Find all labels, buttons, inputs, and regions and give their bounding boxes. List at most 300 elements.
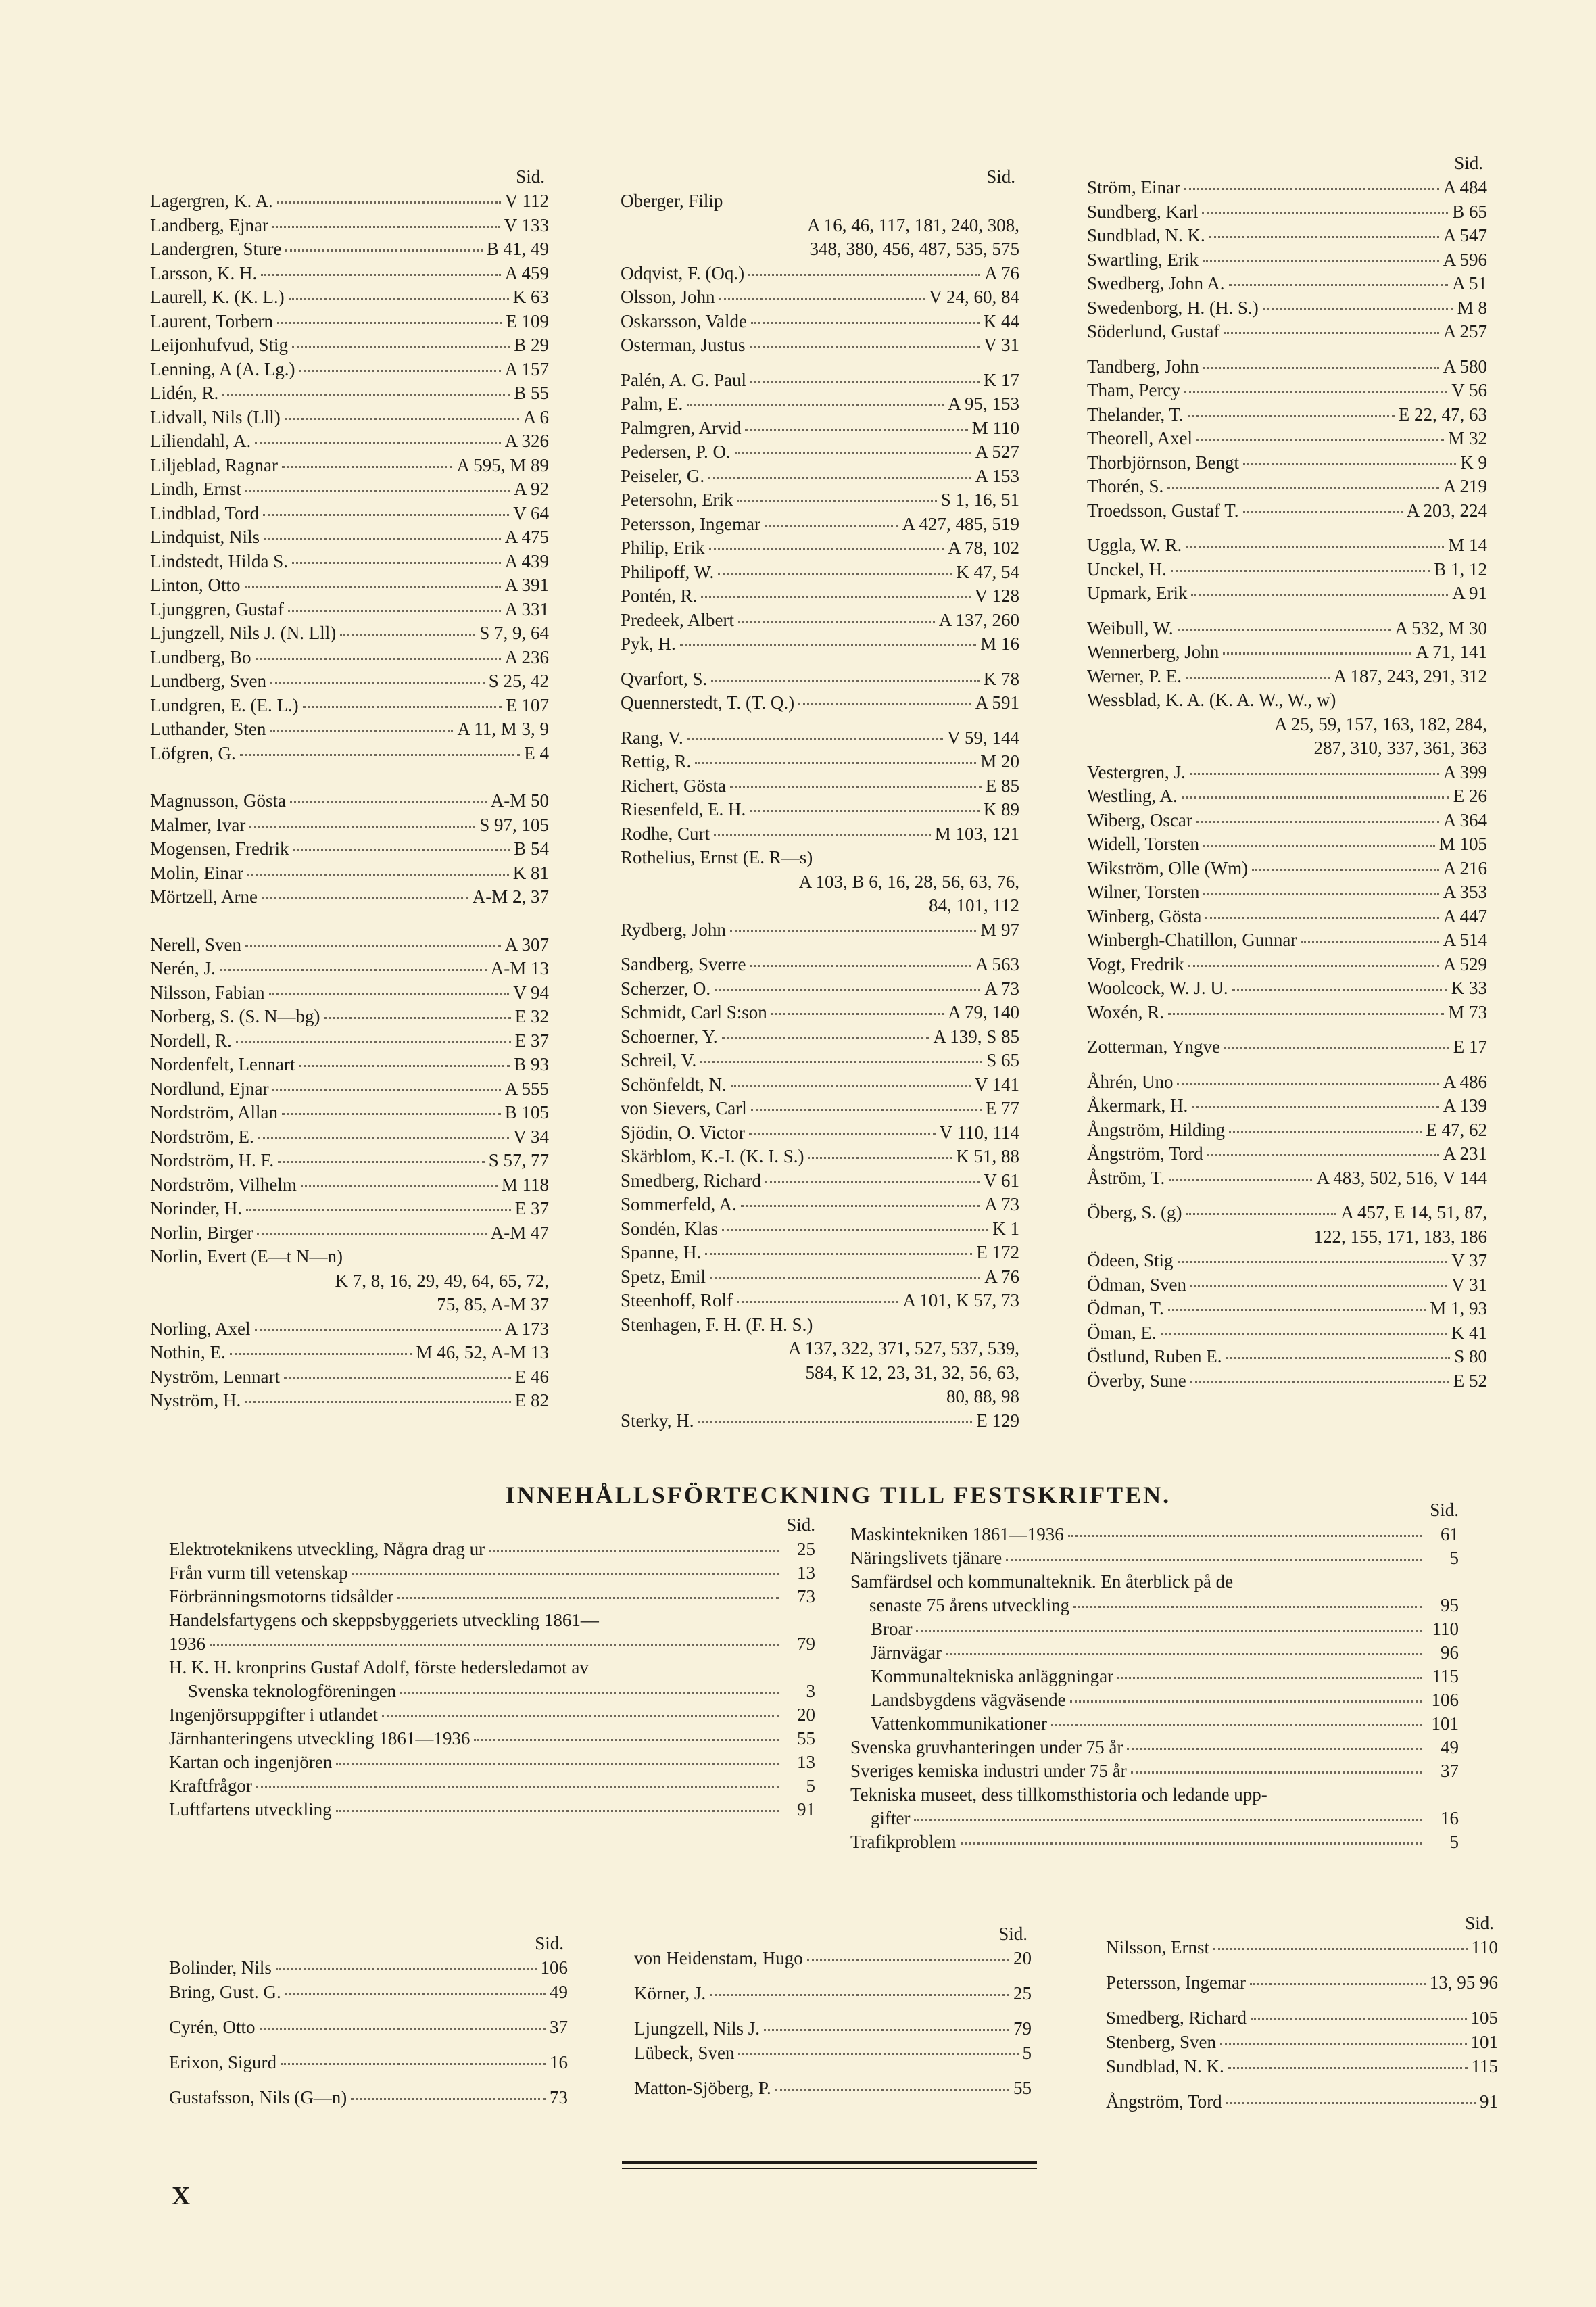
entry-continuation: 348, 380, 456, 487, 535, 575	[809, 239, 1019, 259]
entry-name: Thorbjörnson, Bengt	[1087, 452, 1239, 473]
entry-name: Odqvist, F. (Oq.)	[621, 262, 745, 283]
index-entry	[621, 1289, 1019, 1313]
entry-name: Palmgren, Arvid	[621, 417, 742, 438]
leader-dots	[718, 573, 952, 575]
leader-dots	[277, 201, 501, 204]
entry-name: Nilsson, Fabian	[150, 982, 265, 1003]
index-entry	[1087, 832, 1487, 857]
entry-page-ref: 73	[797, 1586, 815, 1607]
leader-dots	[1226, 1357, 1451, 1359]
entry-name: Rodhe, Curt	[621, 823, 710, 844]
entry-page-ref: 105	[1470, 2007, 1498, 2028]
entry-name: Svenska gruvhanteringen under 75 år	[850, 1737, 1123, 1757]
index-entry	[1087, 976, 1487, 1001]
leader-dots	[1191, 594, 1448, 596]
leader-dots	[730, 786, 982, 788]
entry-name: Bolinder, Nils	[169, 1957, 272, 1978]
leader-dots	[1209, 236, 1439, 238]
entry-continuation: 80, 88, 98	[946, 1386, 1019, 1406]
index-entry	[621, 609, 1019, 633]
leader-dots	[695, 762, 976, 764]
leader-dots	[263, 514, 509, 516]
index-entry	[621, 1001, 1019, 1025]
entry-name: Sommerfeld, A.	[621, 1194, 737, 1214]
entry-page-ref: K 33	[1451, 978, 1487, 998]
entry-page-ref: 110	[1432, 1619, 1459, 1639]
index-entry	[621, 536, 1019, 561]
index-entry	[150, 550, 549, 574]
index-entry	[150, 957, 549, 981]
leader-dots	[715, 989, 980, 991]
section-gap	[1087, 344, 1487, 355]
section-gap	[150, 909, 549, 933]
index-entry	[150, 1149, 549, 1173]
entry-name: Quennerstedt, T. (T. Q.)	[621, 692, 795, 713]
entry-page-ref: A 529	[1443, 953, 1487, 974]
index-entry	[150, 189, 549, 214]
index-entry	[150, 477, 549, 502]
index-entry	[1087, 617, 1487, 641]
section-gap	[634, 1970, 1032, 1981]
leader-dots	[1178, 629, 1391, 631]
entry-name: Rothelius, Ernst (E. R—s)	[621, 847, 813, 867]
section-gap	[1087, 606, 1487, 617]
entry-page-ref: A 92	[514, 479, 549, 499]
entry-name: Luthander, Sten	[150, 719, 266, 739]
index-entry	[169, 2050, 568, 2074]
entry-page-ref: A 364	[1443, 809, 1487, 830]
entry-name: Theorell, Axel	[1087, 428, 1192, 448]
entry-page-ref: 106	[540, 1957, 568, 1978]
entry-name: Landsbygdens vägväsende	[871, 1690, 1066, 1710]
toc-entry	[169, 1727, 815, 1751]
entry-name: Nerén, J.	[150, 958, 216, 978]
leader-dots	[687, 738, 943, 740]
entry-page-ref: 20	[797, 1705, 815, 1725]
entry-name: Zotterman, Yngve	[1087, 1037, 1220, 1057]
entry-name: Steenhoff, Rolf	[621, 1290, 733, 1310]
entry-name: Pontén, R.	[621, 586, 698, 606]
entry-page-ref: M 20	[980, 751, 1019, 771]
leader-dots	[1203, 893, 1438, 895]
index-entry	[150, 837, 549, 861]
leader-dots	[284, 1377, 511, 1379]
leader-dots	[1168, 1309, 1426, 1311]
entry-name: Unckel, H.	[1087, 558, 1167, 579]
leader-dots	[687, 404, 944, 406]
index-entry	[150, 981, 549, 1005]
index-entry	[1106, 2054, 1498, 2078]
entry-page-ref: 101	[1431, 1713, 1459, 1734]
index-entry	[150, 1029, 549, 1053]
leader-dots	[765, 1181, 980, 1183]
entry-name: Nordström, Allan	[150, 1102, 278, 1122]
entry-page-ref: K 78	[983, 668, 1019, 689]
index-entry	[1087, 1321, 1487, 1346]
sid-header: Sid.	[786, 1515, 815, 1535]
leader-dots	[737, 1301, 899, 1303]
index-entry	[150, 1053, 549, 1077]
sid-header: Sid.	[998, 1924, 1027, 1944]
leader-dots	[336, 1763, 779, 1765]
index-entry	[1087, 1369, 1487, 1394]
leader-dots	[750, 965, 971, 967]
leader-dots	[245, 945, 501, 947]
index-entry	[150, 1077, 549, 1101]
leader-dots	[256, 1786, 779, 1788]
leader-dots	[1243, 463, 1456, 465]
index-entry	[1087, 761, 1487, 785]
entry-name: Woolcock, W. J. U.	[1087, 978, 1228, 998]
index-entry	[150, 1125, 549, 1149]
entry-page-ref: V 61	[984, 1170, 1019, 1191]
entry-name: Tham, Percy	[1087, 380, 1180, 400]
index-entry	[621, 310, 1019, 334]
entry-page-ref: A-M 13	[490, 958, 549, 978]
leader-dots	[272, 226, 500, 228]
entry-name: Oberger, Filip	[621, 191, 723, 211]
entry-page-ref: 49	[550, 1982, 568, 2002]
leader-dots	[749, 1133, 936, 1135]
index-entry	[621, 1073, 1019, 1097]
entry-page-ref: A-M 50	[490, 790, 549, 811]
entry-page-ref: V 56	[1451, 380, 1487, 400]
index-entry	[1087, 1001, 1487, 1025]
entry-page-ref: 61	[1441, 1524, 1459, 1544]
entry-page-ref: A-M 47	[490, 1222, 549, 1243]
entry-name: Näringslivets tjänare	[850, 1548, 1002, 1568]
entry-name: Bring, Gust. G.	[169, 1982, 281, 2002]
entry-name: Sandberg, Sverre	[621, 954, 746, 974]
entry-page-ref: K 47, 54	[956, 561, 1019, 582]
leader-dots	[1161, 1333, 1447, 1335]
index-entry	[621, 417, 1019, 441]
index-entry	[1087, 1070, 1487, 1095]
entry-name: Kartan och ingenjören	[169, 1752, 333, 1772]
entry-page-ref: B 29	[514, 335, 549, 355]
leader-dots	[269, 993, 510, 995]
section-gap	[634, 2005, 1032, 2016]
entry-name: Magnusson, Gösta	[150, 790, 286, 811]
leader-dots	[1196, 439, 1444, 441]
entry-name: Westling, A.	[1087, 786, 1178, 806]
index-entry	[621, 392, 1019, 417]
entry-name: Vestergren, J.	[1087, 761, 1186, 782]
index-entry	[150, 885, 549, 909]
index-entry	[150, 646, 549, 670]
index-entry	[621, 189, 1019, 214]
index-entry	[150, 1365, 549, 1389]
toc-entry	[169, 1798, 815, 1822]
index-entry	[150, 285, 549, 310]
index-entry	[1087, 1249, 1487, 1273]
entry-name: Scherzer, O.	[621, 978, 711, 999]
entry-name: Lundberg, Sven	[150, 671, 266, 691]
section-gap	[169, 2004, 568, 2015]
leader-dots	[1188, 965, 1439, 967]
leader-dots	[258, 1137, 510, 1139]
index-entry	[621, 1265, 1019, 1289]
entry-page-ref: V 37	[1451, 1250, 1487, 1270]
entry-name: Richert, Gösta	[621, 775, 726, 796]
index-entry	[621, 1313, 1019, 1337]
entry-page-ref: V 128	[974, 586, 1019, 606]
entry-name: Mörtzell, Arne	[150, 886, 258, 907]
toc-entry	[850, 1807, 1459, 1830]
entry-name: Rang, V.	[621, 727, 683, 748]
toc-entry	[850, 1712, 1459, 1736]
leader-dots	[1203, 845, 1435, 847]
entry-page-ref: 96	[1441, 1642, 1459, 1663]
leader-dots	[731, 1085, 971, 1087]
entry-page-ref: A 555	[504, 1078, 549, 1099]
entry-name: Smedberg, Richard	[1106, 2007, 1247, 2028]
index-entry	[1087, 451, 1487, 475]
entry-page-ref: A 236	[504, 646, 549, 667]
index-entry	[621, 584, 1019, 609]
entry-name: Qvarfort, S.	[621, 668, 708, 689]
index-entry	[1087, 1166, 1487, 1191]
entry-page-ref: 95	[1441, 1595, 1459, 1615]
entry-name: Östlund, Ruben E.	[1087, 1346, 1222, 1366]
leader-dots	[1169, 1179, 1312, 1181]
entry-name: Överby, Sune	[1087, 1370, 1186, 1391]
leader-dots	[281, 2063, 546, 2065]
leader-dots	[680, 644, 976, 646]
leader-dots	[961, 1842, 1423, 1845]
entry-page-ref: 106	[1431, 1690, 1459, 1710]
leader-dots	[245, 586, 501, 588]
leader-dots	[1203, 260, 1439, 262]
entry-page-ref: 115	[1471, 2056, 1498, 2076]
toc-entry	[169, 1703, 815, 1727]
index-entry	[1087, 1118, 1487, 1143]
toc-entry	[850, 1617, 1459, 1641]
leader-dots	[765, 525, 898, 527]
index-entry	[150, 1245, 549, 1269]
entry-name: Ljungzell, Nils J. (N. Lll)	[150, 623, 337, 643]
entry-name: Nordlund, Ejnar	[150, 1078, 269, 1099]
leader-dots	[1182, 796, 1449, 799]
entry-name: Thelander, T.	[1087, 404, 1184, 425]
index-entry	[621, 368, 1019, 393]
index-entry	[621, 1145, 1019, 1169]
entry-page-ref: A 353	[1443, 882, 1487, 902]
entry-name: Lindquist, Nils	[150, 527, 260, 547]
entry-page-ref: E 85	[985, 775, 1019, 796]
entry-name: Körner, J.	[634, 1983, 706, 2003]
leader-dots	[303, 706, 502, 708]
entry-name: Sjödin, O. Victor	[621, 1122, 745, 1143]
index-entry	[1087, 581, 1487, 606]
entry-name: 1936	[169, 1634, 205, 1654]
entry-page-ref: 101	[1470, 2032, 1498, 2052]
entry-page-ref: A 91	[1452, 583, 1487, 603]
leader-dots	[750, 810, 980, 812]
entry-page-ref: M 14	[1448, 535, 1487, 555]
entry-name: Wennerberg, John	[1087, 642, 1219, 662]
entry-continuation: A 16, 46, 117, 181, 240, 308,	[806, 214, 1019, 235]
leader-dots	[1228, 2067, 1468, 2069]
leader-dots	[1252, 869, 1439, 871]
entry-name: Nordström, E.	[150, 1126, 254, 1147]
leader-dots	[807, 1959, 1009, 1961]
leader-dots	[282, 466, 453, 468]
toc-entry	[850, 1594, 1459, 1617]
leader-dots	[751, 322, 980, 324]
leader-dots	[397, 1597, 779, 1599]
sid-header: Sid.	[1465, 1913, 1494, 1933]
entry-name: Pedersen, P. O.	[621, 442, 731, 462]
index-entry	[169, 1955, 568, 1980]
index-entry	[150, 381, 549, 406]
index-entry	[150, 1341, 549, 1365]
entry-page-ref: K 44	[983, 310, 1019, 331]
entry-page-ref: E 37	[514, 1198, 549, 1218]
entry-page-ref: 5	[1449, 1548, 1459, 1568]
entry-page-ref: M 32	[1448, 428, 1487, 448]
entry-page-ref: 49	[1441, 1737, 1459, 1757]
entry-name: Pyk, H.	[621, 634, 676, 654]
entry-name: Mogensen, Fredrik	[150, 838, 289, 859]
entry-name: Smedberg, Richard	[621, 1170, 761, 1191]
index-entry	[150, 669, 549, 694]
entry-name: Oskarsson, Valde	[621, 310, 747, 331]
leader-dots	[738, 2053, 1018, 2055]
leader-dots	[1301, 941, 1438, 943]
entry-name: Malmer, Ivar	[150, 814, 246, 835]
index-entry	[1087, 248, 1487, 272]
leader-dots	[293, 849, 510, 851]
entry-page-ref: E 107	[506, 694, 549, 715]
leader-dots	[277, 322, 502, 324]
toc-entry	[850, 1688, 1459, 1712]
entry-page-ref: E 47, 62	[1426, 1119, 1487, 1140]
entry-name: Sveriges kemiska industri under 75 år	[850, 1761, 1127, 1781]
leader-dots	[255, 442, 501, 444]
leader-dots	[382, 1715, 779, 1717]
index-entry	[1087, 403, 1487, 427]
leader-dots	[255, 1329, 501, 1331]
entry-page-ref: A 514	[1443, 930, 1487, 950]
leader-dots	[285, 1993, 546, 1995]
entry-name: Laurell, K. (K. L.)	[150, 287, 285, 307]
entry-page-ref: E 82	[514, 1390, 549, 1410]
index-entry	[1106, 2030, 1498, 2054]
entry-page-ref: A 73	[984, 978, 1019, 999]
entry-name: Swartling, Erik	[1087, 249, 1199, 270]
entry-name: Nordström, H. F.	[150, 1150, 274, 1170]
index-entry	[621, 774, 1019, 799]
toc-entry	[169, 1680, 815, 1703]
index-entry	[621, 726, 1019, 751]
entry-page-ref: A 459	[504, 262, 549, 283]
sid-header: Sid.	[516, 166, 545, 187]
leader-dots	[710, 1277, 980, 1279]
leader-dots	[1224, 1047, 1449, 1049]
leader-dots	[1226, 2102, 1476, 2104]
entry-page-ref: K 41	[1451, 1322, 1487, 1343]
leader-dots	[289, 298, 509, 300]
entry-name: Swedenborg, H. (H. S.)	[1087, 297, 1259, 318]
index-entry	[1087, 499, 1487, 523]
sid-header: Sid.	[1430, 1500, 1459, 1520]
leader-dots	[1190, 1381, 1449, 1383]
entry-page-ref: M 73	[1448, 1001, 1487, 1022]
leader-dots	[292, 346, 510, 348]
entry-name: Spanne, H.	[621, 1242, 702, 1262]
entry-name: Liljeblad, Ragnar	[150, 454, 278, 475]
entry-name: von Heidenstam, Hugo	[634, 1948, 803, 1968]
index-entry	[1087, 1201, 1487, 1225]
entry-name: Olsson, John	[621, 287, 715, 307]
entry-page-ref: A 71, 141	[1416, 642, 1487, 662]
entry-page-ref: V 112	[504, 191, 549, 211]
entry-page-ref: 20	[1013, 1948, 1032, 1968]
leader-dots	[775, 2089, 1009, 2091]
index-entry	[1087, 640, 1487, 665]
entry-name: Swedberg, John A.	[1087, 273, 1225, 293]
index-entry	[1106, 2089, 1498, 2114]
index-entry	[621, 691, 1019, 715]
entry-page-ref: 115	[1432, 1666, 1459, 1686]
index-entry	[634, 2041, 1032, 2065]
index-entry	[150, 525, 549, 550]
leader-dots	[290, 801, 487, 803]
leader-dots	[735, 452, 971, 454]
entry-page-ref: A 475	[504, 527, 549, 547]
sid-header: Sid.	[1454, 153, 1483, 173]
leader-dots	[1070, 1700, 1422, 1703]
entry-page-ref: A 427, 485, 519	[902, 513, 1019, 534]
entry-page-ref: V 24, 60, 84	[929, 287, 1019, 307]
entry-page-ref: A 399	[1443, 761, 1487, 782]
entry-page-ref: 37	[550, 2017, 568, 2037]
entry-continuation: A 25, 59, 157, 163, 182, 284,	[1274, 713, 1487, 734]
entry-name: Riesenfeld, E. H.	[621, 799, 746, 819]
entry-name: Erixon, Sigurd	[169, 2052, 276, 2072]
entry-continuation: A 137, 322, 371, 527, 537, 539,	[788, 1338, 1019, 1358]
entry-name: Ångström, Hilding	[1087, 1119, 1226, 1140]
index-entry	[1087, 1297, 1487, 1321]
entry-page-ref: A 580	[1443, 356, 1487, 377]
entry-page-ref: K 89	[983, 799, 1019, 819]
leader-dots	[722, 1229, 988, 1231]
leader-dots	[1184, 188, 1439, 190]
entry-page-ref: V 59, 144	[947, 727, 1019, 748]
leader-dots	[709, 548, 944, 550]
entry-name: Broar	[871, 1619, 913, 1639]
entry-page-ref: A 483, 502, 516, V 144	[1316, 1167, 1487, 1188]
entry-page-ref: E 129	[976, 1410, 1019, 1431]
entry-page-ref: B 55	[514, 383, 549, 403]
section-gap	[621, 358, 1019, 368]
index-entry	[150, 406, 549, 430]
entry-page-ref: A 486	[1443, 1071, 1487, 1092]
entry-page-ref: A-M 2, 37	[472, 886, 549, 907]
entry-name: Lindh, Ernst	[150, 479, 241, 499]
toc-entry	[850, 1830, 1459, 1854]
leader-dots	[340, 634, 475, 636]
entry-page-ref: A 173	[504, 1318, 549, 1339]
entry-page-ref: A 231	[1443, 1143, 1487, 1164]
leader-dots	[771, 1013, 944, 1015]
leader-dots	[1117, 1677, 1422, 1679]
leader-dots	[1229, 284, 1449, 286]
leader-dots	[474, 1739, 779, 1741]
toc-title: INNEHÅLLSFÖRTECKNING TILL FESTSKRIFTEN.	[505, 1481, 1171, 1508]
entry-page-ref: A 219	[1443, 476, 1487, 496]
